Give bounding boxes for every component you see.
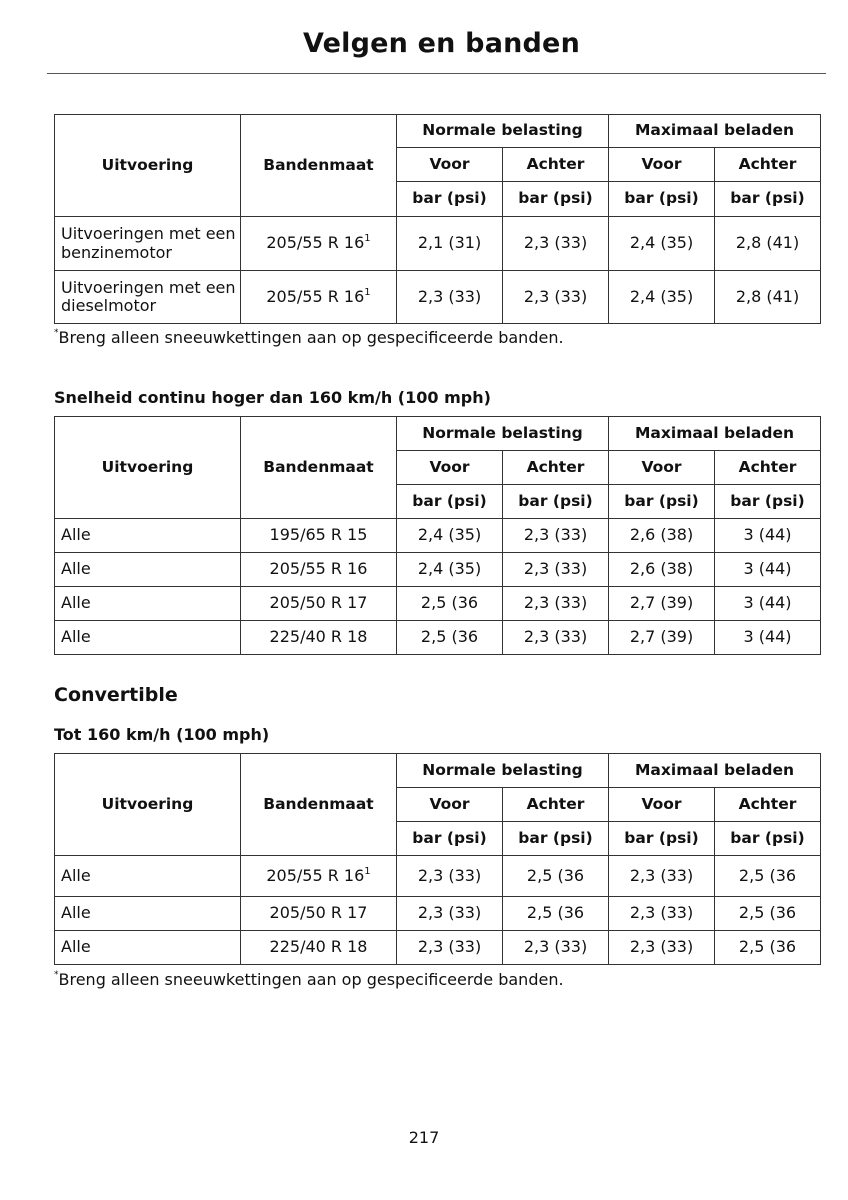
page-title: Velgen en banden [302, 28, 580, 59]
cell-max-voor: 2,7 (39) [609, 621, 715, 655]
cell-max-achter: 2,5 (36 [715, 856, 821, 897]
col-header-normale-belasting: Normale belasting [397, 417, 609, 451]
table-row [55, 217, 821, 271]
cell-normaal-achter: 2,3 (33) [503, 621, 609, 655]
cell-max-voor: 2,4 (35) [609, 271, 715, 324]
cell-normaal-voor: 2,4 (35) [397, 519, 503, 553]
cell-max-achter: 3 (44) [715, 553, 821, 587]
footnote-ref: 1 [364, 865, 371, 877]
cell-max-voor: 2,7 (39) [609, 587, 715, 621]
table-row [55, 271, 821, 324]
cell-uitvoering: Alle [55, 897, 241, 931]
col-header-unit: bar (psi) [503, 485, 609, 519]
footnote-mark: * [54, 328, 59, 338]
table-row [55, 553, 821, 587]
cell-bandenmaat: 205/50 R 17 [241, 897, 397, 931]
footnote-ref: 1 [364, 233, 371, 245]
col-header-voor: Voor [609, 788, 715, 822]
col-header-voor: Voor [397, 451, 503, 485]
col-header-unit: bar (psi) [609, 485, 715, 519]
col-header-maximaal-beladen: Maximaal beladen [609, 115, 821, 148]
cell-uitvoering: Alle [55, 931, 241, 965]
col-header-unit: bar (psi) [503, 822, 609, 856]
cell-max-achter: 3 (44) [715, 519, 821, 553]
cell-max-voor: 2,3 (33) [609, 931, 715, 965]
cell-normaal-voor: 2,4 (35) [397, 553, 503, 587]
col-header-voor: Voor [609, 148, 715, 182]
cell-uitvoering: Alle [55, 856, 241, 897]
cell-max-voor: 2,6 (38) [609, 553, 715, 587]
col-header-unit: bar (psi) [715, 822, 821, 856]
col-header-achter: Achter [503, 451, 609, 485]
cell-normaal-voor: 2,5 (36 [397, 621, 503, 655]
col-header-unit: bar (psi) [609, 822, 715, 856]
col-header-voor: Voor [397, 788, 503, 822]
col-header-uitvoering: Uitvoering [55, 115, 241, 217]
col-header-unit: bar (psi) [715, 182, 821, 217]
cell-bandenmaat: 225/40 R 18 [241, 931, 397, 965]
col-header-unit: bar (psi) [609, 182, 715, 217]
table-row [55, 897, 821, 931]
footnote: *Breng alleen sneeuwkettingen aan op gespecificeerde banden. [54, 328, 564, 347]
cell-uitvoering: Uitvoeringen met een benzinemotor [55, 217, 241, 271]
col-header-achter: Achter [503, 788, 609, 822]
cell-bandenmaat: 195/65 R 15 [241, 519, 397, 553]
cell-bandenmaat: 205/55 R 16 [241, 553, 397, 587]
footnote: *Breng alleen sneeuwkettingen aan op gespecificeerde banden. [54, 970, 564, 989]
page-number: 217 [408, 1128, 440, 1147]
cell-max-voor: 2,4 (35) [609, 217, 715, 271]
section-heading: Tot 160 km/h (100 mph) [54, 725, 270, 744]
cell-max-voor: 2,6 (38) [609, 519, 715, 553]
cell-bandenmaat: 205/55 R $16^1$ [241, 217, 397, 271]
cell-uitvoering: Uitvoeringen met een dieselmotor [55, 271, 241, 324]
col-header-normale-belasting: Normale belasting [397, 115, 609, 148]
cell-normaal-achter: 2,3 (33) [503, 587, 609, 621]
cell-max-achter: 2,8 (41) [715, 217, 821, 271]
cell-normaal-voor: 2,3 (33) [397, 931, 503, 965]
tyre-pressure-table-convertible [54, 753, 821, 965]
tyre-pressure-table-standard [54, 114, 821, 324]
col-header-uitvoering: Uitvoering [55, 417, 241, 519]
cell-bandenmaat: 205/55 R $16^1$ [241, 271, 397, 324]
tyre-pressure-table-high-speed [54, 416, 821, 655]
cell-normaal-voor: 2,3 (33) [397, 897, 503, 931]
cell-uitvoering: Alle [55, 621, 241, 655]
table-row [55, 587, 821, 621]
table-row [55, 519, 821, 553]
cell-max-achter: 3 (44) [715, 587, 821, 621]
cell-uitvoering: Alle [55, 519, 241, 553]
cell-normaal-voor: 2,3 (33) [397, 856, 503, 897]
cell-normaal-achter: 2,3 (33) [503, 519, 609, 553]
cell-normaal-voor: 2,5 (36 [397, 587, 503, 621]
cell-max-achter: 2,5 (36 [715, 897, 821, 931]
col-header-bandenmaat: Bandenmaat [241, 754, 397, 856]
section-title: Convertible [54, 684, 178, 706]
cell-max-voor: 2,3 (33) [609, 897, 715, 931]
col-header-voor: Voor [609, 451, 715, 485]
col-header-uitvoering: Uitvoering [55, 754, 241, 856]
col-header-voor: Voor [397, 148, 503, 182]
col-header-maximaal-beladen: Maximaal beladen [609, 417, 821, 451]
cell-normaal-achter: 2,3 (33) [503, 931, 609, 965]
col-header-unit: bar (psi) [397, 822, 503, 856]
col-header-achter: Achter [503, 148, 609, 182]
col-header-unit: bar (psi) [715, 485, 821, 519]
title-divider [47, 73, 826, 74]
col-header-normale-belasting: Normale belasting [397, 754, 609, 788]
cell-normaal-voor: 2,3 (33) [397, 271, 503, 324]
cell-normaal-achter: 2,5 (36 [503, 897, 609, 931]
cell-max-achter: 3 (44) [715, 621, 821, 655]
cell-normaal-achter: 2,3 (33) [503, 217, 609, 271]
footnote-mark: * [54, 970, 59, 980]
cell-max-achter: 2,5 (36 [715, 931, 821, 965]
col-header-unit: bar (psi) [397, 182, 503, 217]
cell-bandenmaat: 205/50 R 17 [241, 587, 397, 621]
cell-normaal-achter: 2,5 (36 [503, 856, 609, 897]
col-header-achter: Achter [715, 148, 821, 182]
cell-normaal-achter: 2,3 (33) [503, 271, 609, 324]
cell-normaal-achter: 2,3 (33) [503, 553, 609, 587]
cell-bandenmaat: 225/40 R 18 [241, 621, 397, 655]
col-header-bandenmaat: Bandenmaat [241, 115, 397, 217]
col-header-achter: Achter [715, 788, 821, 822]
col-header-unit: bar (psi) [503, 182, 609, 217]
col-header-maximaal-beladen: Maximaal beladen [609, 754, 821, 788]
table-row [55, 856, 821, 897]
col-header-unit: bar (psi) [397, 485, 503, 519]
cell-uitvoering: Alle [55, 553, 241, 587]
table-row [55, 931, 821, 965]
cell-max-achter: 2,8 (41) [715, 271, 821, 324]
footnote-ref: 1 [364, 286, 371, 298]
col-header-bandenmaat: Bandenmaat [241, 417, 397, 519]
cell-normaal-voor: 2,1 (31) [397, 217, 503, 271]
cell-max-voor: 2,3 (33) [609, 856, 715, 897]
section-heading: Snelheid continu hoger dan 160 km/h (100 mph) [54, 388, 491, 407]
cell-uitvoering: Alle [55, 587, 241, 621]
cell-bandenmaat: 205/55 R $16^1$ [241, 856, 397, 897]
table-row [55, 621, 821, 655]
col-header-achter: Achter [715, 451, 821, 485]
